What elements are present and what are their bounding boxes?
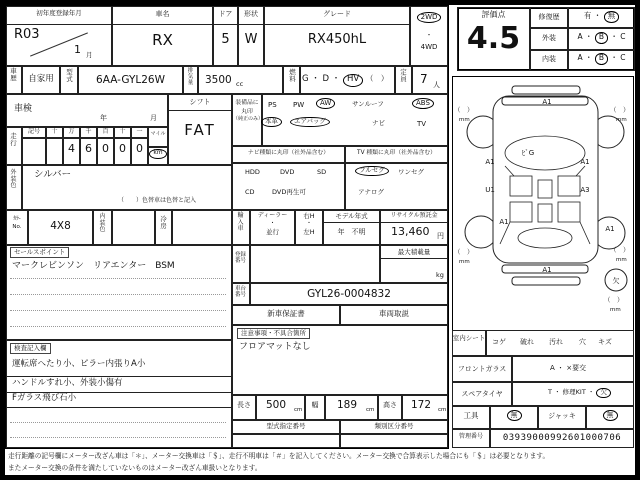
recycle-label: リサイクル預託金 [390, 212, 438, 219]
interior-grade-label: 内装 [542, 55, 556, 63]
col-kigo: 記号 [27, 128, 40, 135]
fullseg-circled: フルセグ [355, 166, 389, 176]
sales-dotted-line [10, 294, 226, 295]
recycle-yen: 円 [437, 232, 444, 240]
grade-a: A [577, 32, 583, 41]
reg-date-label: 初年度登録年月 [36, 9, 82, 17]
col-sen: 千 [85, 128, 92, 135]
navi-cd: CD [245, 188, 255, 196]
disp-value: 3500 [205, 74, 232, 86]
reg-number-label: 登録番号 [234, 252, 246, 265]
import-dealer: ディーラー [257, 212, 288, 219]
notes-text: フロアマットなし [239, 342, 311, 352]
width-value: 189 [336, 399, 358, 411]
length-unit: cm [294, 407, 303, 413]
fuel-hv-circled: HV [343, 74, 363, 87]
drive-4wd: 4WD [420, 43, 438, 51]
type-no-label: 型式指定番号 [266, 422, 306, 430]
int-color-label: 内装色 [99, 213, 106, 234]
sep-dot: ・ [311, 74, 320, 84]
tread-bracket-br: （ ） [610, 246, 630, 254]
glass-x: ×要交 [566, 364, 587, 372]
col-man: 万 [68, 128, 75, 135]
capacity-label: 定員 [400, 68, 407, 84]
tv-analog: アナログ [358, 188, 384, 196]
tool-value [490, 410, 538, 421]
damage-windshield: ﾋﾞG [521, 149, 535, 157]
equip-leather [261, 117, 282, 127]
equip-airbag [290, 117, 330, 127]
col-ju10: 十 [51, 128, 58, 135]
cell-classno [340, 434, 448, 448]
km-unit [148, 149, 168, 159]
cell-typeno [232, 434, 340, 448]
damage-right-front: A1 [580, 158, 590, 166]
reg-era: R03 [14, 27, 40, 42]
front-glass-label: フロントガラス [457, 365, 507, 373]
seat-ana: 穴 [579, 338, 586, 346]
equip-abs [412, 98, 434, 109]
tread-mm-bl: mm [459, 259, 470, 265]
navi-hdd: HDD [245, 168, 260, 176]
navi-dvdplay: DVD再生可 [272, 188, 306, 196]
wheel-rear-left [465, 216, 497, 248]
cell-regno [250, 245, 380, 283]
damage-right-rear-door: A3 [580, 186, 590, 194]
width-label: 幅 [311, 401, 319, 409]
seat-kizu: キズ [598, 338, 612, 346]
tread-bracket-bl: （ ） [454, 248, 474, 256]
equip-label-3: （純正のみ） [233, 116, 264, 123]
glass-a: A [550, 364, 555, 372]
height-value: 172 [410, 399, 432, 411]
run-col-v [46, 138, 63, 165]
cell-ac [172, 210, 232, 245]
grade: RX450hL [307, 32, 367, 47]
color-no-label-1: ｶﾗ- [13, 216, 21, 222]
grade-c: C [620, 32, 626, 41]
class-no-label: 類別区分番号 [374, 422, 414, 430]
seat-label: 室内シート [452, 334, 486, 342]
sep-dot: ・ [610, 53, 618, 62]
col-hyaku: 百 [102, 128, 109, 135]
spare-kit: 修理KIT [562, 388, 586, 396]
damage-left-quarter: A1 [499, 218, 509, 226]
front-bumper-bar [512, 86, 580, 94]
sep-dot: ・ [593, 11, 602, 20]
inspector-tag: 検査記入欄 [10, 343, 51, 354]
spare-missing-mark: 欠 [612, 277, 620, 285]
aw-circled: AW [316, 98, 335, 109]
recycle-value: 13,460 [391, 225, 430, 238]
leather-circled: 本革 [261, 117, 282, 127]
tv-type-label: TV 種類に丸印（社外品含む） [357, 150, 436, 156]
vin-label: 車台番号 [234, 286, 246, 299]
vin-value: GYL26-0004832 [307, 288, 391, 300]
spare-tire-value [548, 388, 611, 398]
score-label: 評価点 [481, 10, 506, 19]
shaken-label: 車検 [14, 104, 33, 114]
damage-left-rear-door: U1 [485, 186, 495, 194]
sep-dot: ・ [331, 74, 341, 84]
mgmt-no-label: 管理番号 [458, 433, 483, 440]
exterior-grade-label: 外装 [542, 34, 556, 42]
height-unit: cm [438, 407, 447, 413]
sep-dot: ・ [587, 388, 595, 396]
sep-dot: ・ [584, 32, 593, 41]
import-dot1: ・ [269, 220, 276, 227]
inspector-line2: ハンドルすれ小、外装小傷有 [12, 378, 123, 388]
digit-hyaku: 0 [102, 142, 109, 155]
tread-mm-tl: mm [459, 117, 470, 123]
jack-label: ジャッキ [548, 412, 576, 420]
model-year-label: モデル年式 [335, 212, 368, 220]
max-load-label: 最大積載量 [397, 248, 431, 256]
rear-bumper-bar [512, 277, 580, 285]
width-unit: cm [366, 407, 375, 413]
equip-navi: ナビ [372, 119, 385, 127]
interior-grade-value [568, 53, 635, 65]
header-label-line [6, 24, 410, 25]
interior-b-circled: B [595, 53, 608, 65]
use-value: 自家用 [28, 74, 54, 84]
digit-ichi: 0 [136, 142, 143, 155]
inspector-dotted-line [10, 437, 226, 438]
car-damage-diagram [452, 76, 634, 330]
seat-koge: コゲ [492, 338, 506, 346]
model-code: 6AA-GYL26W [96, 74, 165, 86]
run-col-v [22, 138, 46, 165]
drive-2wd [410, 12, 448, 23]
navi-dvd: DVD [280, 168, 295, 176]
navi-type-label: ナビ種類に丸印（社外品含む） [247, 150, 330, 156]
tread-bracket-tl: （ ） [454, 106, 474, 114]
damage-right-quarter: A1 [605, 225, 615, 233]
sales-dotted-line [10, 326, 226, 327]
use-label: 車歴 [10, 67, 17, 83]
equip-ps: PS [268, 101, 277, 109]
repair-no-circled: 無 [604, 11, 620, 23]
length-value: 500 [265, 399, 287, 411]
tread-mm-br: mm [616, 257, 627, 263]
footer-note-1: 走行距離の記号欄にメーター改ざん車は「＊」、メーター交換車は「＄」、走行不明車は「＃」を記入してください。メーター交換で合算表示した場合にも「＄」は必要となります。 [8, 452, 550, 460]
footer-note-2: またメーター交換の条件を満たしていないものはメーター改ざん車扱いとなります。 [8, 464, 262, 472]
equip-tv: TV [417, 120, 427, 128]
sales-dotted-line [10, 310, 226, 311]
car-name: RX [152, 31, 173, 49]
score-value: 4.5 [466, 21, 521, 56]
col-ichi: 一 [136, 128, 143, 135]
disp-label: 排気量 [187, 68, 194, 87]
handle-rh: 右H [303, 212, 315, 220]
ac-label: 冷房 [160, 215, 167, 231]
abs-circled: ABS [412, 98, 434, 109]
damage-rear-bumper: A1 [542, 266, 552, 274]
sales-point-text: マークレビンソン リアエンター BSM [12, 261, 175, 271]
equip-pw: PW [293, 101, 305, 109]
tread-bracket-tr: （ ） [610, 106, 630, 114]
spare-missing-circled: 欠 [596, 388, 611, 398]
equip-aw [316, 98, 335, 109]
fuel-label: 燃料 [289, 68, 296, 84]
capacity-unit: 人 [433, 81, 440, 89]
manual-label: 車両取説 [379, 309, 409, 318]
sales-point-tag: セールスポイント [10, 247, 69, 258]
jack-none-circled: 無 [603, 410, 618, 421]
notes-tag: 注意事項・不具合箇所 [237, 328, 310, 339]
spare-t: T [548, 388, 552, 396]
equip-label [233, 99, 264, 124]
drive-2wd-circled: 2WD [417, 12, 442, 23]
tool-label: 工具 [463, 411, 479, 420]
color-change-note: （ ）色替車は色替と記入 [118, 197, 197, 204]
km-circled: km [149, 149, 166, 159]
grade-a: A [577, 53, 583, 62]
tv-oneseg: ワンセグ [398, 168, 424, 176]
capacity-value: 7 [420, 72, 428, 86]
shaken-year-unit: 年 [100, 114, 107, 122]
sep-dot: ・ [557, 364, 565, 372]
damage-front-bumper: A1 [542, 98, 552, 106]
maxload-line [380, 258, 448, 259]
equip-label-1: 装備品に [235, 100, 259, 106]
jack-value [586, 410, 634, 421]
warranty-label: 新車保証書 [267, 309, 305, 318]
shift-value: FAT [184, 121, 216, 139]
front-glass-value [550, 364, 586, 372]
mile-label: マイル [150, 131, 166, 137]
tread-mm-spare: mm [610, 307, 621, 313]
handle-dot: ・ [305, 220, 312, 227]
door-label: ドア [218, 10, 233, 18]
tool-none-circled: 無 [507, 410, 522, 421]
grade-label: グレード [323, 10, 351, 18]
reg-month: 1 [74, 43, 81, 56]
fuel-other: （ ） [365, 74, 389, 83]
fuel-d: D [322, 74, 330, 84]
shift-label: シフト [189, 98, 211, 106]
grade-c: C [620, 53, 626, 62]
repair-value [568, 11, 635, 23]
exterior-grade-value [568, 32, 635, 44]
digit-ju: 0 [119, 142, 126, 155]
digit-sen: 6 [85, 142, 92, 155]
model-code-label: 型式 [66, 68, 73, 84]
spare-tire-label: スペアタイヤ [461, 390, 503, 398]
mileage-label: 走行 [10, 132, 17, 148]
damage-left-front: A1 [485, 158, 495, 166]
sep-dot: ・ [554, 388, 561, 396]
inspector-line3: Fガラス飛び石小 [12, 393, 77, 403]
inspector-line1-rule [6, 376, 232, 377]
sales-dotted-line [10, 278, 226, 279]
tv-fullseg [355, 166, 389, 176]
car-body [493, 96, 598, 263]
seat-yogore: 汚れ [549, 338, 563, 346]
cell-intcol [112, 210, 155, 245]
color-no-label [7, 215, 27, 232]
max-load-unit: kg [436, 271, 444, 279]
color-no-value: 4X8 [50, 220, 71, 232]
length-label: 長さ [237, 401, 251, 409]
sep-dot: ・ [610, 32, 618, 41]
tread-bracket-spare: （ ） [604, 296, 624, 304]
airbag-circled: エアバッグ [290, 117, 330, 127]
height-label: 高さ [383, 401, 397, 409]
shift-label-line [168, 110, 232, 111]
col-ju: 十 [119, 128, 126, 135]
navi-sd: SD [317, 168, 327, 176]
disp-unit: cc [236, 80, 244, 88]
sep-dot: ・ [584, 53, 593, 62]
drive-dot: ・ [425, 31, 433, 39]
import-parallel: 並行 [266, 228, 279, 236]
reg-month-unit: 月 [86, 51, 93, 59]
inspector-dotted-line [10, 422, 226, 423]
ext-color-value: シルバー [34, 169, 72, 180]
color-no-label-2: No. [12, 224, 22, 231]
inspector-line3-rule [6, 407, 232, 408]
ext-color-label: 外装色 [10, 169, 17, 190]
door-count: 5 [221, 32, 230, 47]
car-name-label: 車名 [155, 10, 170, 18]
fuel-options [302, 74, 388, 87]
repair-yes: 有 [583, 11, 592, 20]
tread-mm-tr: mm [616, 117, 627, 123]
equip-label-2: 丸印 [241, 108, 253, 115]
fuel-g: G [302, 74, 309, 84]
cell-cap [412, 66, 448, 94]
shaken-month-unit: 月 [150, 114, 157, 122]
exterior-b-circled: B [595, 32, 608, 44]
body-shape: W [244, 32, 258, 47]
shape-label: 形状 [244, 10, 258, 18]
import-label: 輸入車 [237, 212, 244, 233]
equip-sunroof: サンルーフ [352, 100, 384, 108]
model-year-value: 年 不明 [337, 228, 366, 236]
repair-label: 修復歴 [538, 13, 560, 21]
mgmt-no-value: 03939000992601000706 [502, 433, 622, 443]
inspector-line1: 運転席へたり小、ピラー内張りA小 [12, 359, 146, 369]
seat-yabure: 破れ [520, 338, 534, 346]
handle-lh: 左H [303, 228, 315, 236]
digit-man: 4 [68, 142, 75, 155]
